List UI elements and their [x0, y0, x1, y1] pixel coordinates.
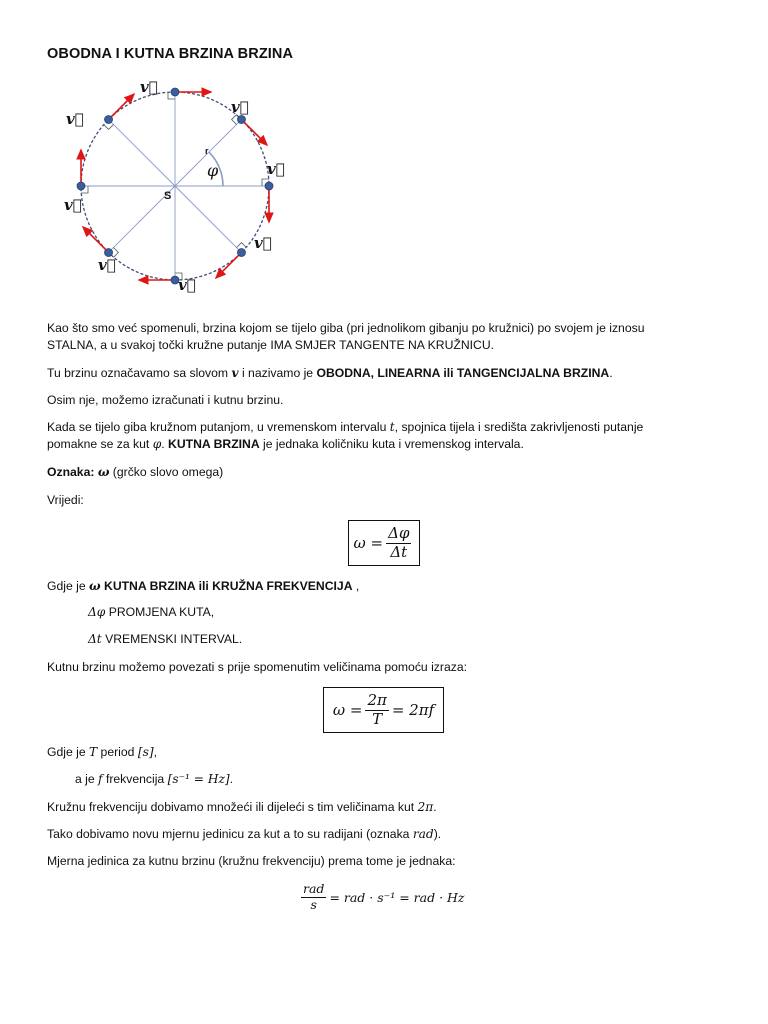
velocity-label: v⃗ — [66, 110, 84, 128]
equation-omega-definition: ω = $\frac{\Delta\varphi}{\Delta t}$ — [348, 520, 420, 566]
paragraph-intro: Kao što smo već spomenuli, brzina kojom se tijelo giba (pri jednolikom gibanju po kružnici) po svojem je iznosu STALNA, a u svakoj točki kružne putanje IMA SMJER TANGENTE NA KRUŽNICU. — [47, 321, 645, 352]
velocity-vector-arrow — [216, 252, 241, 277]
paragraph-angular-definition: Kada se tijelo giba kružnom putanjom, u vremenskom intervalu t, spojnica tijela i središta zakrivljenosti putanje pomakne se za kut φ. KUTNA BRZINA je jednaka količniku kuta i vremenskog intervala. — [47, 420, 644, 451]
paragraph-delta-phi: Δφ PROMJENA KUTA, — [88, 605, 215, 619]
body-point — [105, 116, 113, 124]
body-point — [237, 116, 245, 124]
paragraph-angular-intro: Osim nje, možemo izračunati i kutnu brzinu. — [47, 393, 284, 407]
right-angle-mark — [232, 115, 237, 125]
circular-motion-diagram — [60, 78, 300, 298]
velocity-label: v⃗ — [140, 78, 158, 96]
paragraph-unit: Mjerna jedinica za kutnu brzinu (kružnu frekvenciju) prema tome je jednaka: — [47, 854, 456, 868]
paragraph-symbol: Oznaka: ω (grčko slovo omega) — [47, 465, 224, 479]
paragraph-linear-speed: Tu brzinu označavamo sa slovom v i nazivamo je OBODNA, LINEARNA ili TANGENCIJALNA BRZINA. — [47, 366, 613, 380]
velocity-vector-arrow — [83, 227, 108, 252]
paragraph-2pi: Kružnu frekvenciju dobivamo množeći ili dijeleći s tim veličinama kut 2π. — [47, 800, 437, 814]
paragraph-delta-t: Δt VREMENSKI INTERVAL. — [88, 632, 243, 646]
paragraph-frequency: a je f frekvencija [s⁻¹ = Hz]. — [75, 772, 234, 786]
page-title: OBODNA I KUTNA BRZINA BRZINA — [47, 46, 294, 62]
equation-unit: $\frac{\text{rad}}{s}$ = rad · s⁻¹ = rad · Hz — [303, 881, 465, 912]
paragraph-radian: Tako dobivamo novu mjernu jedinicu za kut a to su radijani (oznaka rad). — [47, 827, 442, 841]
velocity-label: v⃗ — [64, 196, 82, 214]
velocity-label: v⃗ — [254, 234, 272, 252]
radius-line — [109, 120, 175, 186]
paragraph-relation: Kutnu brzinu možemo povezati s prije spomenutim veličinama pomoću izraza: — [47, 660, 467, 674]
body-point — [265, 182, 273, 190]
radius-line — [175, 186, 241, 252]
center-label: S — [164, 190, 172, 202]
velocity-label: v⃗ — [98, 256, 116, 274]
equation-omega-period: ω = $\frac{2\pi}{T}$ = 2πf — [323, 687, 444, 733]
right-angle-mark — [237, 243, 247, 248]
body-point — [237, 248, 245, 256]
angle-label: φ — [207, 161, 219, 180]
velocity-label: v⃗ — [231, 98, 249, 116]
paragraph-period: Gdje je T period [s], — [47, 745, 157, 759]
velocity-vector-arrow — [109, 94, 134, 119]
velocity-label: v⃗ — [178, 276, 196, 294]
velocity-label: v⃗ — [267, 160, 285, 178]
radius-label: r — [205, 146, 209, 156]
velocity-vector-arrow — [241, 120, 266, 145]
paragraph-where-omega: Gdje je ω KUTNA BRZINA ili KRUŽNA FREKVENCIJA , — [47, 579, 360, 593]
paragraph-vrijedi: Vrijedi: — [47, 493, 84, 507]
body-point — [77, 182, 85, 190]
body-point — [171, 88, 179, 96]
right-angle-mark — [104, 124, 114, 129]
